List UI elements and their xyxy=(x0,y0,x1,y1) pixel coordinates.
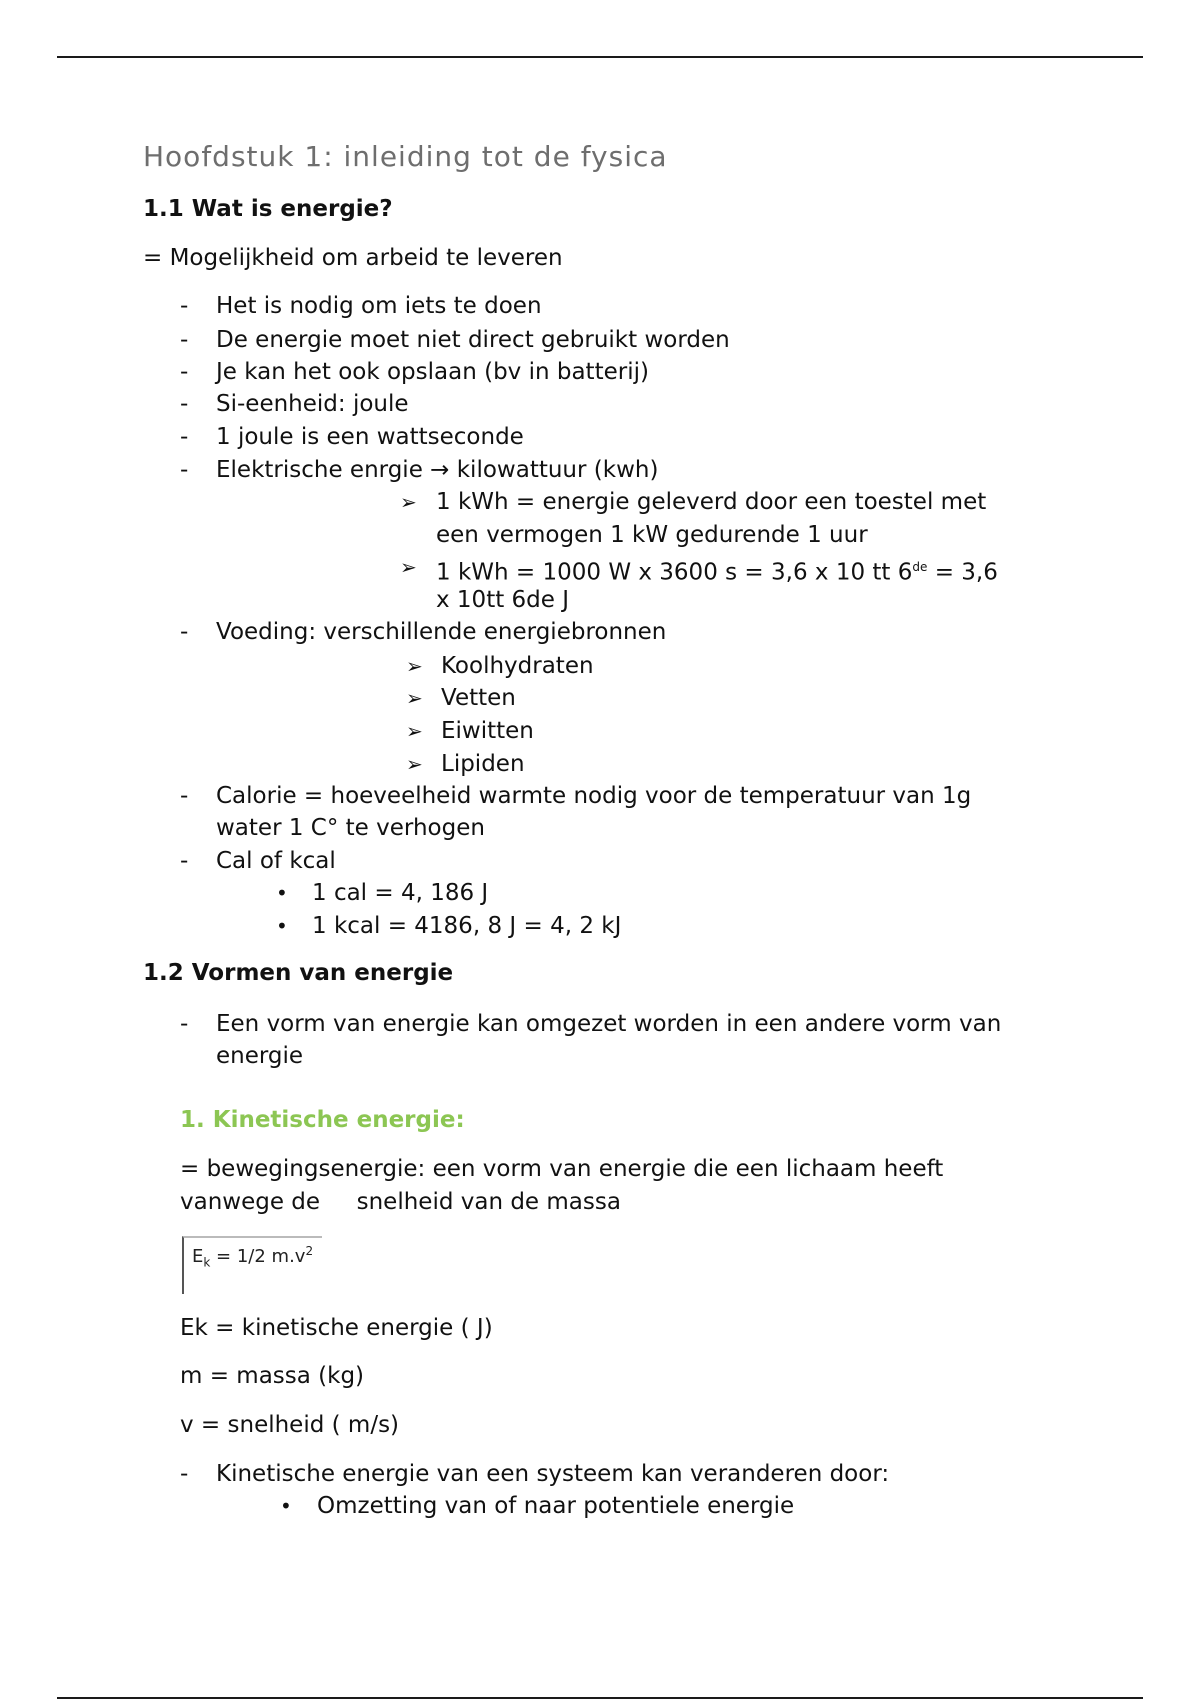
sub-item: Vetten xyxy=(441,685,516,711)
list-item: Elektrische enrgie → kilowattuur (kwh) xyxy=(216,457,659,483)
dot-bullet-icon: • xyxy=(276,914,288,938)
dash-bullet: - xyxy=(180,457,189,483)
footer-rule xyxy=(57,1697,1143,1699)
sub-item-line: 1 kWh = 1000 W x 3600 s = 3,6 x 10 tt 6de = 3,6 xyxy=(436,559,998,586)
formula-image xyxy=(182,1236,322,1294)
sub-item: 1 cal = 4, 186 J xyxy=(312,880,489,906)
variable-definition: Ek = kinetische energie ( J) xyxy=(180,1315,493,1341)
dash-bullet: - xyxy=(180,424,189,450)
sub-item: Eiwitten xyxy=(441,718,534,744)
arrow-bullet-icon: ➢ xyxy=(406,752,423,776)
list-item: Kinetische energie van een systeem kan veranderen door: xyxy=(216,1461,890,1487)
sub-item: 1 kcal = 4186, 8 J = 4, 2 kJ xyxy=(312,913,622,939)
variable-definition: m = massa (kg) xyxy=(180,1363,365,1389)
arrow-bullet-icon: ➢ xyxy=(400,555,417,579)
header-rule xyxy=(57,56,1143,58)
sub-item: Omzetting van of naar potentiele energie xyxy=(317,1493,795,1519)
list-item: 1 joule is een wattseconde xyxy=(216,424,524,450)
list-item: Je kan het ook opslaan (bv in batterij) xyxy=(216,359,649,385)
list-item: Het is nodig om iets te doen xyxy=(216,293,542,319)
sub-item-line: 1 kWh = energie geleverd door een toestel met xyxy=(436,489,987,515)
kinetic-definition-continuation: vanwege de snelheid van de massa xyxy=(180,1189,621,1215)
dash-bullet: - xyxy=(180,359,189,385)
kinetic-formula: $E_k = 1/2$ $m.v^2$ xyxy=(192,1244,314,1270)
list-item: De energie moet niet direct gebruikt worden xyxy=(216,327,730,353)
energy-definition: = Mogelijkheid om arbeid te leveren xyxy=(143,245,563,271)
arrow-bullet-icon: ➢ xyxy=(406,719,423,743)
dot-bullet-icon: • xyxy=(276,881,288,905)
list-item-continuation: water 1 C° te verhogen xyxy=(216,815,485,841)
dash-bullet: - xyxy=(180,1011,189,1037)
chapter-title: Hoofdstuk 1: inleiding tot de fysica xyxy=(143,140,668,173)
list-item: Si-eenheid: joule xyxy=(216,391,409,417)
arrow-bullet-icon: ➢ xyxy=(400,490,417,514)
sub-item-line: x 10tt 6de J xyxy=(436,587,570,613)
sub-item: Koolhydraten xyxy=(441,653,594,679)
sub-item: Lipiden xyxy=(441,751,525,777)
dash-bullet: - xyxy=(180,1461,189,1487)
sub-item-line: een vermogen 1 kW gedurende 1 uur xyxy=(436,522,868,548)
variable-definition: v = snelheid ( m/s) xyxy=(180,1412,400,1438)
arrow-bullet-icon: ➢ xyxy=(406,654,423,678)
dash-bullet: - xyxy=(180,327,189,353)
list-item: Calorie = hoeveelheid warmte nodig voor de temperatuur van 1g xyxy=(216,783,972,809)
dash-bullet: - xyxy=(180,848,189,874)
sub-heading-kinetic: 1. Kinetische energie: xyxy=(180,1107,465,1133)
section-heading-1-1: 1.1 Wat is energie? xyxy=(143,196,393,222)
dash-bullet: - xyxy=(180,391,189,417)
dash-bullet: - xyxy=(180,783,189,809)
section-heading-1-2: 1.2 Vormen van energie xyxy=(143,960,454,986)
kinetic-definition: = bewegingsenergie: een vorm van energie die een lichaam heeft xyxy=(180,1156,944,1182)
list-item: Een vorm van energie kan omgezet worden in een andere vorm van xyxy=(216,1011,1002,1037)
dash-bullet: - xyxy=(180,293,189,319)
list-item-continuation: energie xyxy=(216,1043,304,1069)
list-item: Voeding: verschillende energiebronnen xyxy=(216,619,667,645)
list-item: Cal of kcal xyxy=(216,848,336,874)
dash-bullet: - xyxy=(180,619,189,645)
arrow-bullet-icon: ➢ xyxy=(406,686,423,710)
dot-bullet-icon: • xyxy=(280,1494,292,1518)
